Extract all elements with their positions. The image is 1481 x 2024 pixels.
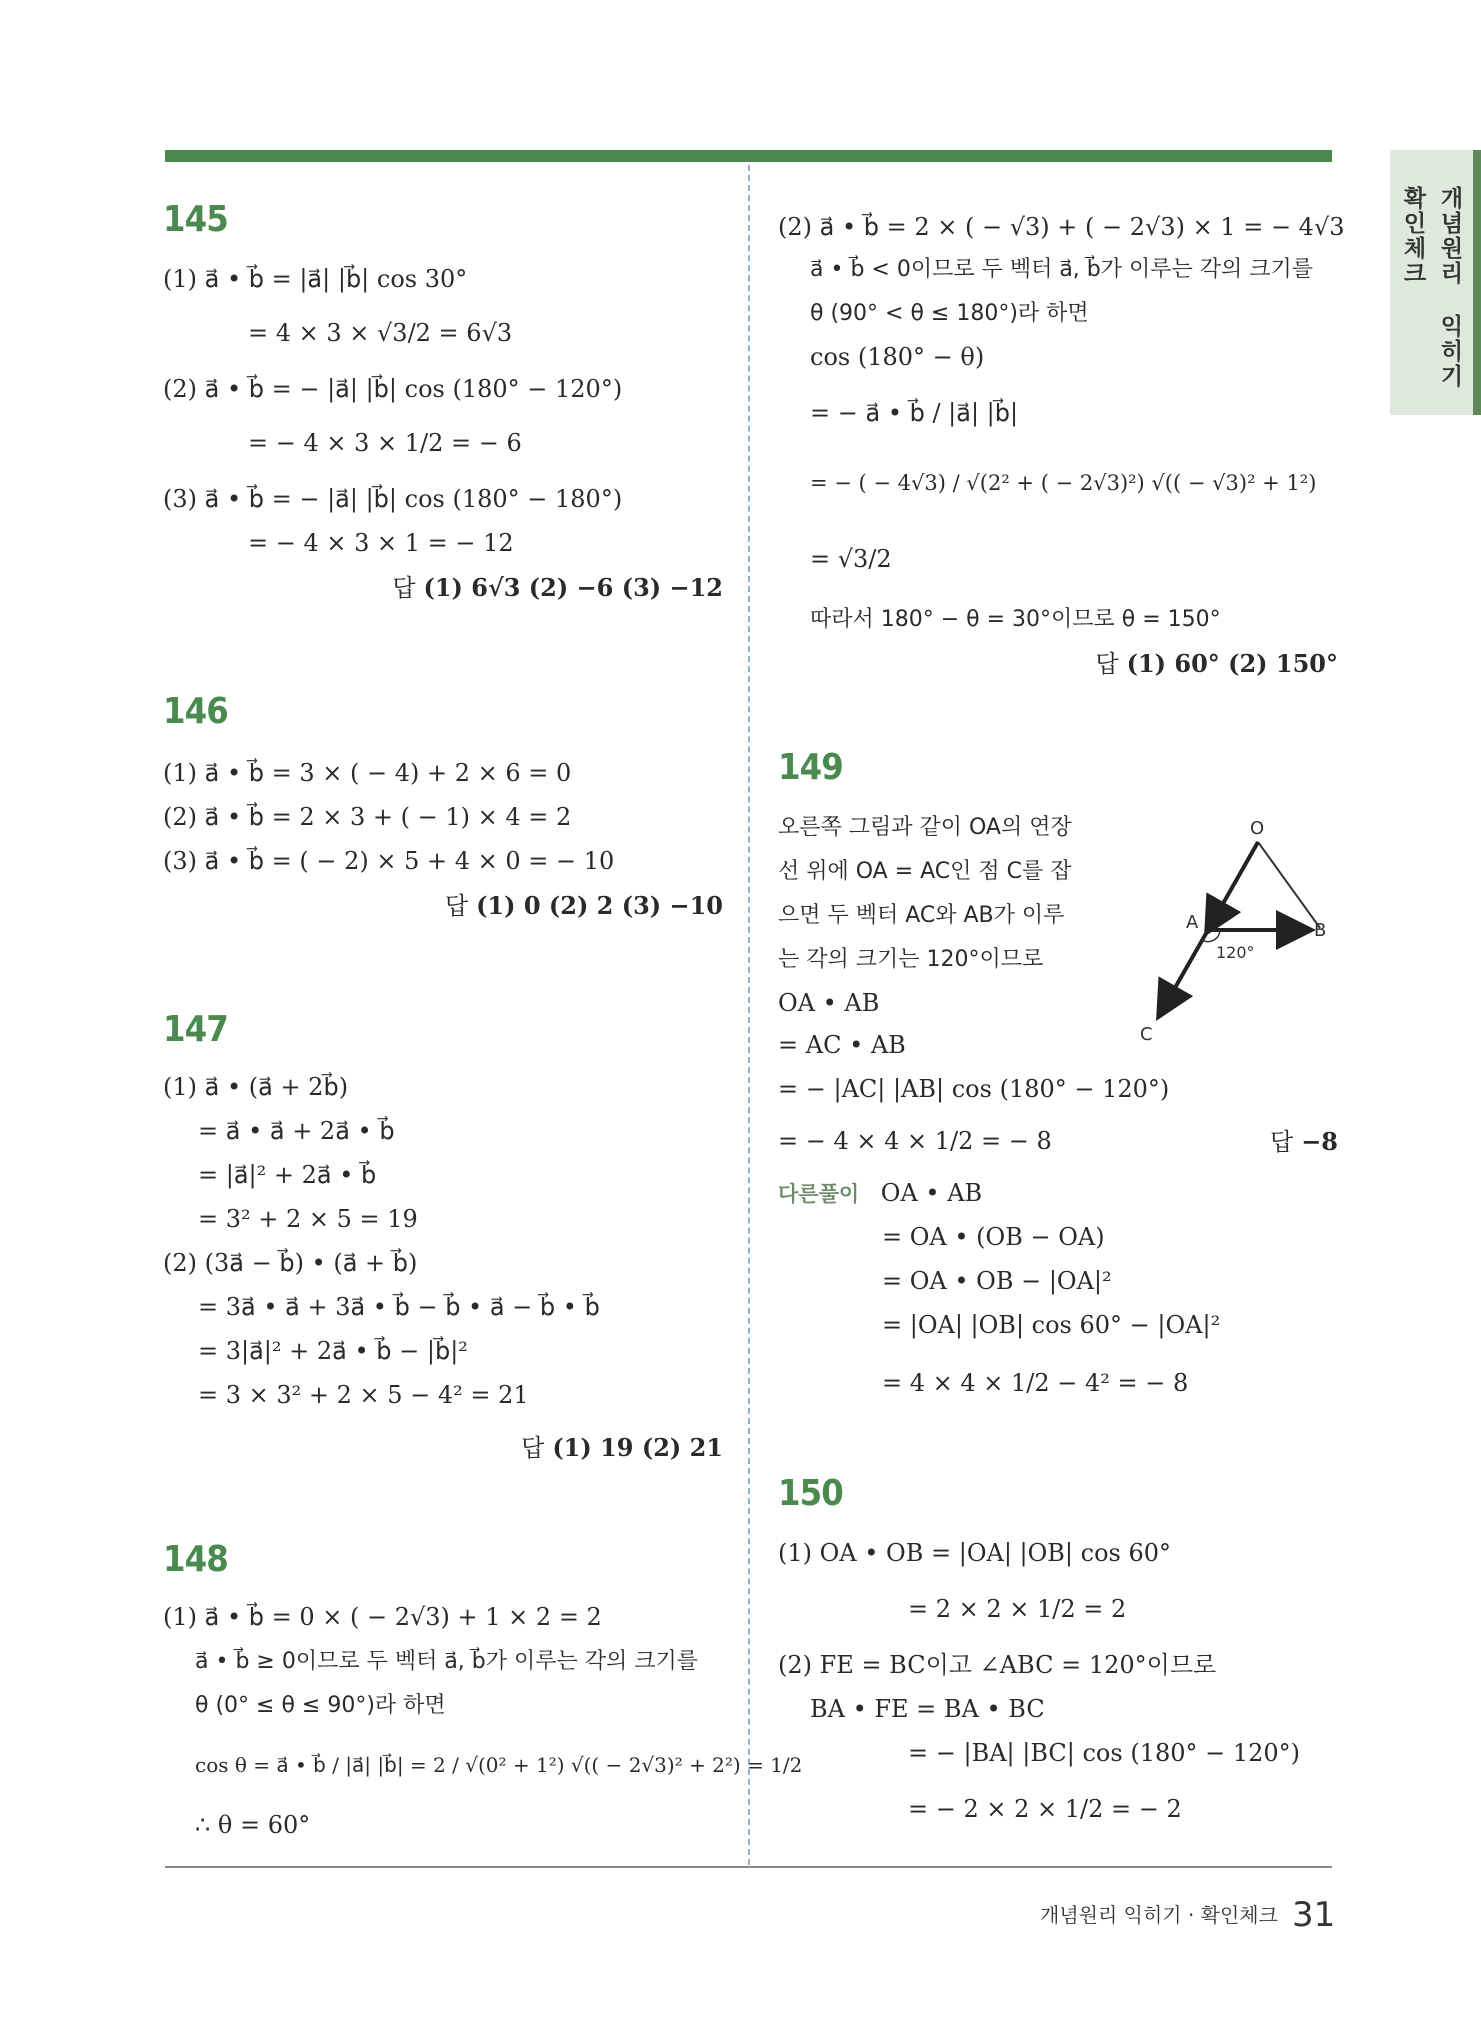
p150-line-5: = − |BA| |BC| cos (180° − 120°) (908, 1739, 1301, 1767)
answer-value: −8 (1301, 1127, 1338, 1156)
p149-alt-line-5: = 4 × 4 × 1/2 − 4² = − 8 (882, 1369, 1189, 1397)
p145-line-5: (3) a⃗ • b⃗ = − |a⃗| |b⃗| cos (180° − 180°) (163, 485, 623, 513)
p148b-line-2: a⃗ • b⃗ < 0이므로 두 벡터 a⃗, b⃗가 이루는 각의 크기를 (810, 257, 1313, 282)
p146-answer (445, 884, 723, 928)
p148-line-3: θ (0° ≤ θ ≤ 90°)라 하면 (195, 1693, 446, 1718)
segment-ob (1258, 842, 1320, 928)
label-o: O (1250, 818, 1265, 839)
column-divider (748, 165, 750, 1865)
p148-line-4: cos θ = a⃗ • b⃗ / |a⃗| |b⃗| = 2 / √(0² + 1²) √(( − 2√3)² + 2²) = 1/2 (195, 1753, 803, 1777)
problem-number-146: 146 (163, 691, 228, 732)
p145-line-1: (1) a⃗ • b⃗ = |a⃗| |b⃗| cos 30° (163, 265, 468, 293)
p147-line-5: (2) (3a⃗ − b⃗) • (a⃗ + b⃗) (163, 1249, 418, 1277)
p149-alt-line-2: = OA • (OB − OA) (882, 1223, 1105, 1251)
p147-line-1: (1) a⃗ • (a⃗ + 2b⃗) (163, 1073, 349, 1101)
p147-line-6: = 3a⃗ • a⃗ + 3a⃗ • b⃗ − b⃗ • a⃗ − b⃗ • b⃗ (198, 1293, 600, 1321)
problem-number-149: 149 (778, 747, 843, 788)
p146-line-1: (1) a⃗ • b⃗ = 3 × ( − 4) + 2 × 6 = 0 (163, 759, 572, 787)
answer-label: 답 (1095, 650, 1119, 678)
p148-line-5: ∴ θ = 60° (195, 1811, 311, 1839)
p149-alt-line-4: = |OA| |OB| cos 60° − |OA|² (882, 1311, 1221, 1339)
p149-line-7: = − |AC| |AB| cos (180° − 120°) (778, 1075, 1170, 1103)
p148b-line-6: = − ( − 4√3) / √(2² + ( − 2√3)²) √(( − √3)² + 1²) (810, 471, 1317, 495)
answer-value: (1) 60° (2) 150° (1126, 649, 1338, 678)
problem-number-147: 147 (163, 1009, 228, 1050)
label-c: C (1140, 1024, 1153, 1045)
label-angle: 120° (1216, 943, 1255, 962)
answer-label: 답 (444, 892, 469, 920)
p148b-line-7: = √3/2 (810, 545, 892, 573)
page-number: 31 (1291, 1895, 1336, 1935)
p149-alt-line-3: = OA • OB − |OA|² (882, 1267, 1112, 1295)
p147-answer (521, 1426, 723, 1470)
footer-section: 개념원리 익히기 · 확인체크 (1040, 1903, 1278, 1927)
side-tab-label-2: 확인체크 (1399, 186, 1426, 286)
p147-line-7: = 3|a⃗|² + 2a⃗ • b⃗ − |b⃗|² (198, 1337, 468, 1365)
p150-line-1: (1) OA • OB = |OA| |OB| cos 60° (778, 1539, 1172, 1567)
p149-answer (1270, 1120, 1338, 1164)
p145-line-2: = 4 × 3 × √3/2 = 6√3 (248, 319, 513, 347)
p145-line-4: = − 4 × 3 × 1/2 = − 6 (248, 429, 522, 457)
answer-label: 답 (1270, 1128, 1294, 1156)
p149-alt-line-1: OA • AB (880, 1179, 983, 1207)
p147-line-4: = 3² + 2 × 5 = 19 (198, 1205, 418, 1233)
answer-value: (1) 0 (2) 2 (3) −10 (476, 891, 723, 920)
label-a: A (1186, 912, 1199, 933)
p148b-answer (1095, 642, 1338, 686)
p148b-line-4: cos (180° − θ) (810, 343, 985, 371)
p145-line-6: = − 4 × 3 × 1 = − 12 (248, 529, 514, 557)
p149-alt-header (778, 1172, 982, 1216)
p149-line-3: 으면 두 벡터 AC와 AB가 이루 (778, 903, 1065, 928)
label-b: B (1314, 920, 1327, 941)
answer-value: (1) 19 (2) 21 (552, 1433, 723, 1462)
p148b-line-3: θ (90° < θ ≤ 180°)라 하면 (810, 301, 1089, 326)
p148b-line-5: = − a⃗ • b⃗ / |a⃗| |b⃗| (810, 399, 1019, 427)
side-tab-label-1: 개념원리 익히기 (1436, 186, 1463, 389)
p149-line-6: = AC • AB (778, 1031, 906, 1059)
problem-number-145: 145 (163, 199, 228, 240)
p148-line-1: (1) a⃗ • b⃗ = 0 × ( − 2√3) + 1 × 2 = 2 (163, 1603, 602, 1631)
p145-answer (392, 566, 723, 610)
footer-rule (165, 1866, 1332, 1868)
p150-line-3: (2) FE = BC이고 ∠ABC = 120°이므로 (778, 1651, 1217, 1679)
vector-oa (1208, 842, 1258, 930)
p149-line-8: = − 4 × 4 × 1/2 = − 8 (778, 1127, 1052, 1155)
p149-line-1: 오른쪽 그림과 같이 OA의 연장 (778, 815, 1072, 840)
p145-line-3: (2) a⃗ • b⃗ = − |a⃗| |b⃗| cos (180° − 120°) (163, 375, 623, 403)
p148-line-2: a⃗ • b⃗ ≥ 0이므로 두 벡터 a⃗, b⃗가 이루는 각의 크기를 (195, 1649, 698, 1674)
answer-label: 답 (392, 574, 416, 602)
p147-line-2: = a⃗ • a⃗ + 2a⃗ • b⃗ (198, 1117, 395, 1145)
p147-line-3: = |a⃗|² + 2a⃗ • b⃗ (198, 1161, 377, 1189)
p146-line-3: (3) a⃗ • b⃗ = ( − 2) × 5 + 4 × 0 = − 10 (163, 847, 615, 875)
triangle-figure (1140, 812, 1340, 1052)
vector-ac (1160, 930, 1208, 1014)
side-tab (1390, 150, 1481, 415)
p148b-line-1: (2) a⃗ • b⃗ = 2 × ( − √3) + ( − 2√3) × 1 = − 4√3 (778, 213, 1345, 241)
p150-line-4: BA • FE = BA • BC (810, 1695, 1045, 1723)
answer-label: 답 (521, 1434, 545, 1462)
alt-solution-label: 다른풀이 (778, 1182, 860, 1206)
p149-line-4: 는 각의 크기는 120°이므로 (778, 947, 1044, 972)
p148b-line-8: 따라서 180° − θ = 30°이므로 θ = 150° (810, 607, 1221, 632)
p150-line-6: = − 2 × 2 × 1/2 = − 2 (908, 1795, 1182, 1823)
p146-line-2: (2) a⃗ • b⃗ = 2 × 3 + ( − 1) × 4 = 2 (163, 803, 572, 831)
page-footer (1040, 1895, 1335, 1935)
p149-line-5: OA • AB (778, 989, 880, 1017)
p147-line-8: = 3 × 3² + 2 × 5 − 4² = 21 (198, 1381, 529, 1409)
answer-value: (1) 6√3 (2) −6 (3) −12 (423, 573, 723, 602)
p150-line-2: = 2 × 2 × 1/2 = 2 (908, 1595, 1127, 1623)
p149-line-2: 선 위에 OA = AC인 점 C를 잡 (778, 859, 1072, 884)
problem-number-150: 150 (778, 1473, 843, 1514)
header-bar (165, 150, 1332, 162)
problem-number-148: 148 (163, 1539, 228, 1580)
